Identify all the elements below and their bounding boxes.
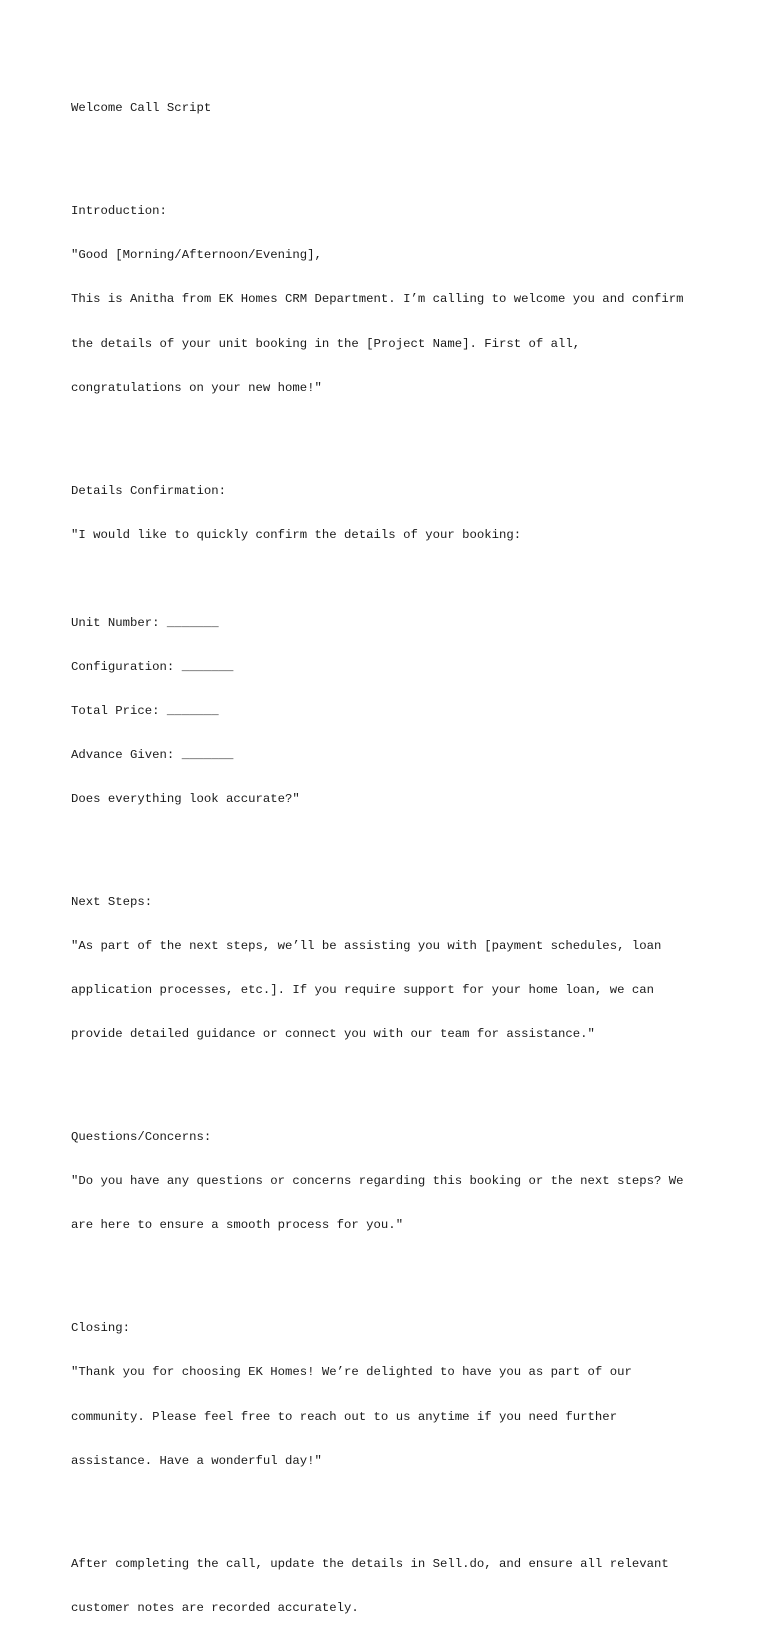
introduction-line: "Good [Morning/Afternoon/Evening],	[71, 248, 322, 263]
closing-heading: Closing:	[71, 1321, 131, 1336]
footer-note-line: customer notes are recorded accurately.	[71, 1600, 359, 1615]
blank-line	[71, 836, 711, 851]
document-title: Welcome Call Script	[71, 101, 212, 116]
next-steps-heading: Next Steps:	[71, 895, 153, 910]
details-question: Does everything look accurate?"	[71, 792, 300, 807]
total-price-field: Total Price: _______	[71, 704, 219, 719]
advance-given-field: Advance Given: _______	[71, 748, 234, 763]
next-steps-line: application processes, etc.]. If you require support for your home loan, we can	[71, 983, 654, 998]
closing-line: community. Please feel free to reach out to us anytime if you need further	[71, 1409, 618, 1424]
questions-heading: Questions/Concerns:	[71, 1130, 212, 1145]
details-heading: Details Confirmation:	[71, 483, 226, 498]
questions-line: "Do you have any questions or concerns regarding this booking or the next steps? We	[71, 1174, 684, 1189]
closing-line: "Thank you for choosing EK Homes! We’re delighted to have you as part of our	[71, 1365, 632, 1380]
blank-line	[71, 1498, 711, 1513]
next-steps-line: provide detailed guidance or connect you with our team for assistance."	[71, 1027, 595, 1042]
introduction-line: This is Anitha from EK Homes CRM Department. I’m calling to welcome you and confirm	[71, 292, 684, 307]
blank-line	[71, 1263, 711, 1278]
questions-line: are here to ensure a smooth process for you."	[71, 1218, 404, 1233]
introduction-line: the details of your unit booking in the [Project Name]. First of all,	[71, 336, 581, 351]
next-steps-line: "As part of the next steps, we’ll be assisting you with [payment schedules, loan	[71, 939, 662, 954]
script-text	[71, 72, 711, 1645]
blank-line	[71, 425, 711, 440]
blank-line	[71, 572, 711, 587]
footer-note-line: After completing the call, update the details in Sell.do, and ensure all relevant	[71, 1556, 669, 1571]
unit-number-field: Unit Number: _______	[71, 615, 219, 630]
closing-line: assistance. Have a wonderful day!"	[71, 1453, 322, 1468]
introduction-heading: Introduction:	[71, 204, 167, 219]
blank-line	[71, 1071, 711, 1086]
configuration-field: Configuration: _______	[71, 659, 234, 674]
details-intro: "I would like to quickly confirm the details of your booking:	[71, 527, 522, 542]
blank-line	[71, 146, 711, 161]
introduction-line: congratulations on your new home!"	[71, 380, 322, 395]
